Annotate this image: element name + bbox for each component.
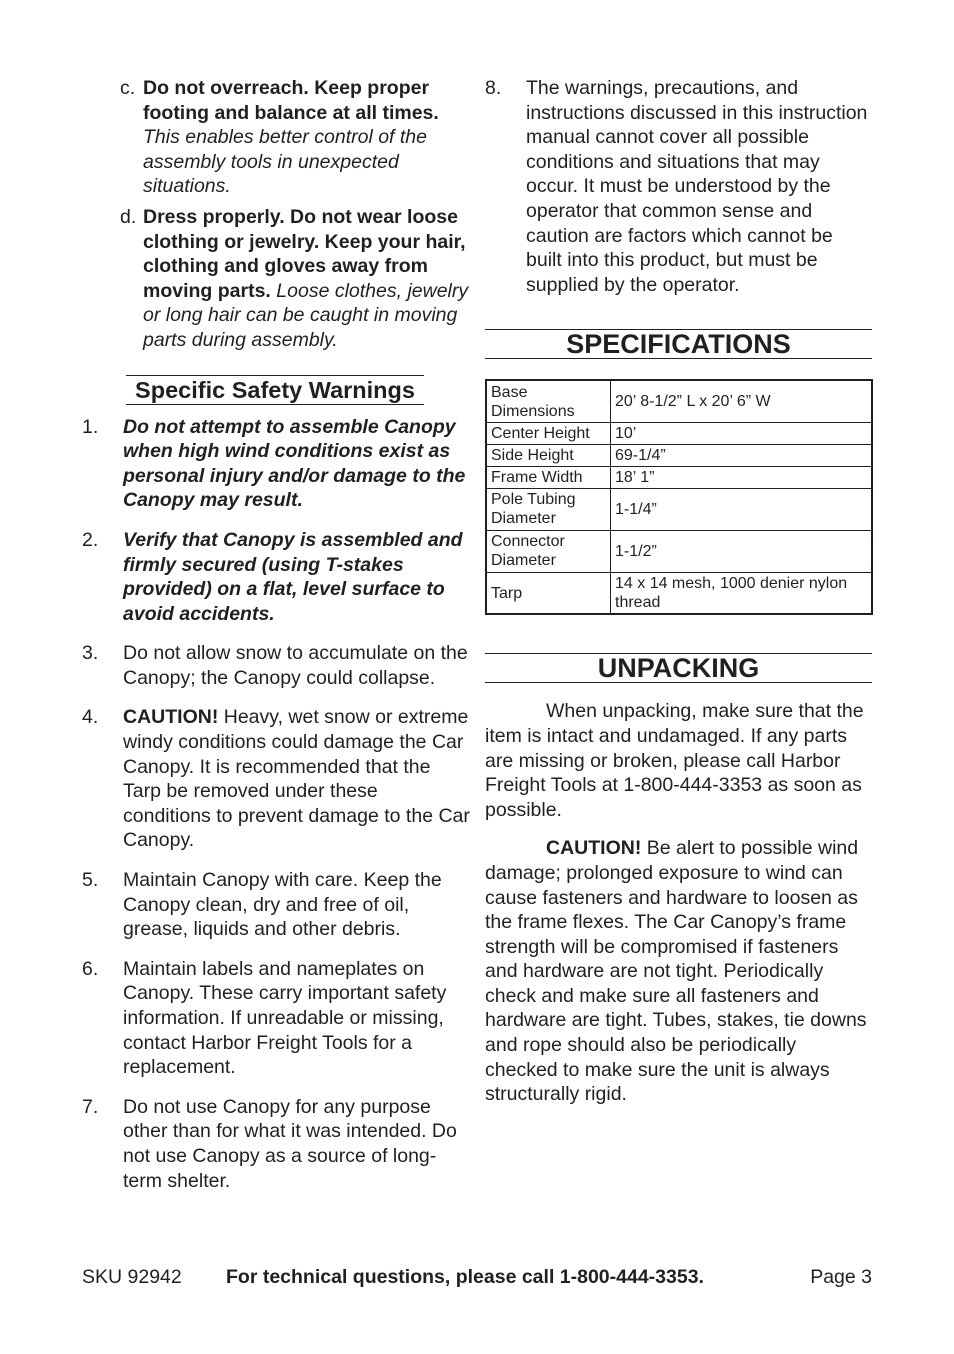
table-row	[486, 572, 872, 614]
spec-value: 1-1/4”	[611, 488, 873, 530]
spec-key: Center Height	[486, 422, 611, 444]
list-text: Maintain labels and nameplates on Canopy. These carry important safety information. If unreadable or missing, contact Harbor Freight Tools for a replacement.	[123, 957, 447, 1079]
list-text: Do not attempt to assemble Canopy when high wind conditions exist as personal injury and/or damage to the Canopy may result.	[123, 415, 466, 512]
list-text: Do not allow snow to accumulate on the Canopy; the Canopy could collapse.	[123, 642, 468, 689]
caution-label: CAUTION!	[546, 837, 642, 860]
spec-value: 20’ 8-1/2” L x 20’ 6” W	[611, 380, 873, 422]
list-number: 4.	[82, 706, 99, 729]
list-item	[78, 957, 470, 1080]
spec-key: Connector Diameter	[486, 530, 611, 572]
list-item	[78, 1095, 470, 1193]
list-number: 5.	[82, 869, 99, 892]
table-row	[486, 380, 872, 422]
unpacking-paragraph: When unpacking, make sure that the item is intact and undamaged. If any parts are missing or broken, please call Harbor Freight Tools at 1-800-444-3353 as soon as possible.	[485, 700, 864, 821]
sub-item-text	[143, 76, 470, 199]
spec-value: 69-1/4”	[611, 444, 873, 466]
list-number: 2.	[82, 528, 99, 551]
spec-key: Pole Tubing Diameter	[486, 488, 611, 530]
section-title-specifications: SPECIFICATIONS	[485, 329, 872, 359]
list-text: The warnings, precautions, and instructions discussed in this instruction manual cannot cover all possible conditions and situations that may occur. It must be understood by the operator that common sense and caution are factors which cannot be built into this product, but must be supplied by the operator.	[526, 77, 868, 296]
spec-value: 10’	[611, 422, 873, 444]
table-row	[486, 422, 872, 444]
page-number: Page 3	[810, 1266, 872, 1288]
spec-value: 18’ 1”	[611, 466, 873, 488]
section-title-specific-safety-warnings: Specific Safety Warnings	[126, 375, 424, 405]
list-item	[485, 76, 872, 297]
spec-key: Base Dimensions	[486, 380, 611, 422]
caution-text: Be alert to possible wind damage; prolonged exposure to wind can cause fasteners and hardware to loosen as the frame flexes. The Car Canopy’s frame strength will be compromised if fasteners and hardware are not tight. Periodically check and make sure all fasteners and hardware are tight. Tubes, stakes, tie downs and rope should also be periodically checked to make sure the unit is always structurally rigid.	[485, 837, 867, 1106]
sub-item-italic: This enables better control of the assembly tools in unexpected situations.	[143, 126, 427, 198]
list-text: Do not use Canopy for any purpose other than for what it was intended. Do not use Canopy as a source of long-term shelter.	[123, 1095, 457, 1192]
table-row	[486, 444, 872, 466]
list-item	[78, 415, 470, 513]
table-row	[486, 466, 872, 488]
sub-item-text	[143, 205, 470, 353]
list-number: 7.	[82, 1095, 99, 1118]
right-column	[485, 76, 872, 1121]
list-number: 8.	[485, 77, 502, 99]
spec-key: Side Height	[486, 444, 611, 466]
list-number: 3.	[82, 642, 99, 665]
sub-item-italic: Loose clothes, jewelry or long hair can be caught in moving parts during assembly.	[143, 279, 469, 351]
list-text: Maintain Canopy with care. Keep the Canopy clean, dry and free of oil, grease, liquids and other debris.	[123, 869, 442, 941]
spec-value: 14 x 14 mesh, 1000 denier nylon thread	[611, 572, 873, 614]
spec-value: 1-1/2”	[611, 530, 873, 572]
sub-item-bold: Dress properly. Do not wear loose clothing or jewelry. Keep your hair, clothing and gloves away from moving parts.	[143, 205, 466, 302]
spec-key: Tarp	[486, 572, 611, 614]
list-number: 6.	[82, 957, 99, 980]
spec-key: Frame Width	[486, 466, 611, 488]
list-text: Verify that Canopy is assembled and firmly secured (using T-stakes provided) on a flat, level surface to avoid accidents.	[123, 528, 463, 625]
unpacking-caution-paragraph	[485, 836, 872, 1107]
list-item	[78, 528, 470, 626]
specifications-table	[485, 379, 873, 615]
list-item	[78, 868, 470, 942]
left-column	[78, 76, 470, 1208]
sku-number: SKU 92942	[82, 1266, 182, 1288]
list-item	[78, 641, 470, 690]
list-text	[123, 705, 470, 853]
sub-item-label: c.	[120, 77, 136, 99]
sub-item-d	[78, 205, 470, 353]
list-item	[78, 705, 470, 853]
sub-item-c	[78, 76, 470, 199]
caution-text: Heavy, wet snow or extreme windy conditions could damage the Car Canopy. It is recommended that the Tarp be removed under these conditions to prevent damage to the Car Canopy.	[123, 706, 470, 852]
tech-support-line: For technical questions, please call 1-800-444-3353.	[226, 1266, 704, 1288]
sub-item-bold: Do not overreach. Keep proper footing and balance at all times.	[143, 77, 439, 124]
section-title-unpacking: UNPACKING	[485, 653, 872, 683]
table-row	[486, 488, 872, 530]
sub-item-label: d.	[120, 205, 137, 228]
table-row	[486, 530, 872, 572]
caution-label: CAUTION!	[123, 706, 219, 729]
list-number: 1.	[82, 415, 99, 438]
